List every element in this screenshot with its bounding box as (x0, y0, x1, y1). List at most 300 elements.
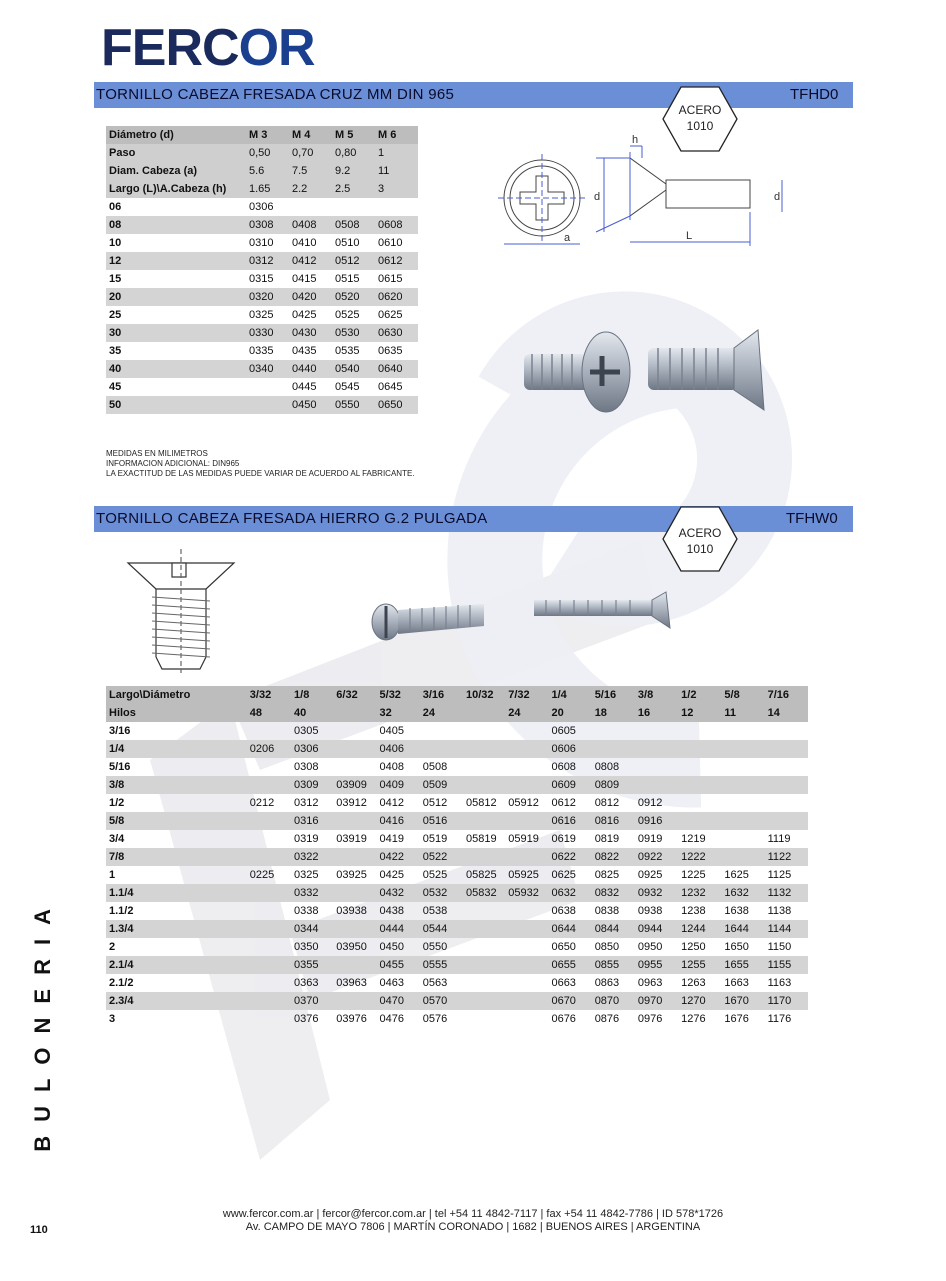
table-cell: 0310 (249, 237, 274, 249)
table-cell: 0838 (594, 905, 620, 917)
table-cell: 0650 (375, 396, 418, 414)
row-label: 06 (109, 201, 122, 213)
logo-text-part2: OR (238, 19, 315, 77)
table-cell: 0812 (594, 797, 620, 809)
table-cell: 1 (375, 144, 418, 162)
table-cell: 0519 (422, 833, 448, 845)
section1-title: TORNILLO CABEZA FRESADA CRUZ MM DIN 965 (96, 86, 455, 103)
table-cell: 0616 (548, 812, 591, 830)
table-cell: 0325 (249, 309, 274, 321)
table-cell: 03919 (336, 833, 367, 845)
table-cell: 0676 (551, 1013, 576, 1025)
table-cell: 0309 (291, 776, 333, 794)
table-cell: 0563 (422, 977, 448, 989)
table-cell: 05912 (508, 797, 539, 809)
row-label: 2 (109, 941, 116, 953)
table-cell: 0550 (422, 941, 448, 953)
phillips-screw-photo (518, 326, 768, 416)
row-label: 35 (109, 345, 122, 357)
diagram-label-d: d (774, 191, 781, 203)
table-row (106, 306, 418, 324)
table-cell: 1155 (765, 956, 808, 974)
table-cell: 0409 (377, 776, 420, 794)
table-cell: 0,80 (332, 144, 375, 162)
table-cell: 14 (765, 704, 808, 722)
table-cell: 48 (247, 704, 291, 722)
row-label: 50 (106, 396, 246, 414)
row-label: 10 (109, 237, 122, 249)
row-label: 2.3/4 (106, 992, 247, 1010)
row-label: 5/8 (106, 812, 247, 830)
table-cell (463, 704, 505, 722)
table-cell: 0622 (548, 848, 591, 866)
table-cell: M 4 (289, 126, 332, 144)
table-cell: 0538 (422, 905, 448, 917)
table-cell (721, 758, 764, 776)
table-cell (505, 776, 548, 794)
table-cell: 0645 (378, 381, 403, 393)
table-row (106, 884, 808, 902)
table-cell (678, 794, 721, 812)
table-cell (333, 722, 376, 740)
row-label: 2.1/2 (109, 977, 134, 989)
row-label: Largo (L)\A.Cabeza (h) (106, 180, 246, 198)
spec-row (106, 180, 418, 198)
table-cell: 0306 (291, 740, 333, 758)
table-cell: 11 (375, 162, 418, 180)
table-cell: 0412 (379, 797, 404, 809)
table-cell: 1225 (681, 869, 706, 881)
table-cell: 0344 (291, 920, 333, 938)
table-cell: 1125 (767, 869, 792, 881)
table-cell (463, 902, 505, 920)
table-cell (505, 902, 548, 920)
table-cell (247, 884, 291, 902)
table-cell: 0540 (332, 360, 375, 378)
table-cell: 0525 (422, 869, 448, 881)
table-cell: 5/16 (592, 686, 635, 704)
table-cell (678, 776, 721, 794)
table-cell: 0412 (289, 252, 332, 270)
table-cell: M 3 (246, 126, 289, 144)
spec-row (106, 144, 418, 162)
table-cell: 1670 (721, 992, 764, 1010)
material-name-1: ACERO (678, 103, 722, 117)
table-cell: 12 (678, 704, 721, 722)
table-cell: 3 (375, 180, 418, 198)
table-cell: 0330 (246, 324, 289, 342)
table-cell: 1/4 (548, 686, 591, 704)
table-cell: 1650 (724, 941, 749, 953)
table-header-row (106, 686, 808, 704)
table-cell (333, 758, 376, 776)
table-row (106, 812, 808, 830)
table-cell: 0612 (375, 252, 418, 270)
table-row (106, 794, 808, 812)
table-cell: 0544 (420, 920, 463, 938)
table-cell (505, 740, 548, 758)
table-cell (635, 776, 678, 794)
row-label: 12 (106, 252, 246, 270)
table-cell (333, 740, 376, 758)
table-cell: 1644 (721, 920, 764, 938)
table-cell: 0425 (292, 309, 317, 321)
table-cell: 0632 (548, 884, 591, 902)
row-label: 3 (109, 1013, 116, 1025)
row-label: Diam. Cabeza (a) (106, 162, 246, 180)
table-cell: 1/8 (291, 686, 333, 704)
table-cell: 0608 (375, 216, 418, 234)
table-cell: 0625 (378, 309, 403, 321)
table-cell: 0,70 (289, 144, 332, 162)
table-cell: 1144 (765, 920, 808, 938)
table-row (106, 324, 418, 342)
table-cell: 0306 (249, 201, 274, 213)
table-cell: 0635 (378, 345, 403, 357)
table-cell: 0808 (594, 761, 620, 773)
table-cell: 0315 (249, 273, 274, 285)
row-label: 45 (109, 381, 122, 393)
table-cell: 0512 (422, 797, 448, 809)
table-cell: 0938 (637, 905, 663, 917)
table-cell: 0550 (332, 396, 375, 414)
table-cell: 0225 (249, 869, 275, 881)
table-cell: 0832 (592, 884, 635, 902)
table-row (106, 920, 808, 938)
table-cell: 0963 (637, 977, 663, 989)
table-cell (247, 974, 291, 992)
table-cell (635, 758, 678, 776)
table-cell: 1632 (721, 884, 764, 902)
table-cell: M 5 (332, 126, 375, 144)
table-cell: 0825 (594, 869, 620, 881)
table-cell: 1638 (724, 905, 749, 917)
table-cell: 03963 (336, 977, 367, 989)
row-label: Hilos (106, 704, 247, 722)
table-cell: 5/32 (377, 686, 420, 704)
table-cell: 0570 (420, 992, 463, 1010)
table-row (106, 234, 418, 252)
table-cell (505, 1010, 548, 1028)
table-cell: 0644 (548, 920, 591, 938)
table-cell: 20 (548, 704, 591, 722)
table-row (106, 722, 808, 740)
table-cell: 0615 (378, 273, 403, 285)
table-cell: 24 (420, 704, 463, 722)
row-label: 7/8 (106, 848, 247, 866)
table-cell: 0308 (294, 761, 319, 773)
table-cell (463, 848, 505, 866)
row-label: 3/8 (106, 776, 247, 794)
table-cell: 1276 (681, 1013, 706, 1025)
material-label-2 (662, 525, 738, 557)
table-cell (592, 722, 635, 740)
row-label: 25 (109, 309, 122, 321)
table-cell: 0912 (637, 797, 663, 809)
table-cell: 0932 (635, 884, 678, 902)
table-cell (333, 992, 376, 1010)
table-cell: 0425 (379, 869, 404, 881)
table-cell: 0338 (294, 905, 319, 917)
table-cell (678, 722, 721, 740)
table-row (106, 1010, 808, 1028)
table-cell: 0944 (635, 920, 678, 938)
table-cell: 16 (635, 704, 678, 722)
row-label: 1 (109, 869, 116, 881)
table-cell (420, 722, 463, 740)
table-cell (721, 722, 764, 740)
table-cell: 0855 (592, 956, 635, 974)
table-cell: 0508 (422, 761, 448, 773)
table-cell: 1270 (678, 992, 721, 1010)
row-label: Largo\Diámetro (106, 686, 247, 704)
table-row (106, 360, 418, 378)
table-cell: 0610 (378, 237, 403, 249)
table-cell (247, 758, 291, 776)
table-cell: 1255 (678, 956, 721, 974)
table-cell: 0335 (249, 345, 274, 357)
table-cell: 0363 (294, 977, 319, 989)
table-cell: 0535 (335, 345, 360, 357)
table-cell (247, 722, 291, 740)
section2-title: TORNILLO CABEZA FRESADA HIERRO G.2 PULGADA (96, 510, 488, 527)
table-cell (505, 722, 548, 740)
table-cell (505, 920, 548, 938)
row-label: 20 (106, 288, 246, 306)
note-info: INFORMACION ADICIONAL: DIN965 (106, 459, 240, 468)
table-cell: 0510 (335, 237, 360, 249)
row-label: 5/16 (109, 761, 131, 773)
table-cell: 0630 (375, 324, 418, 342)
table-cell: 0520 (332, 288, 375, 306)
table-cell: 1663 (724, 977, 749, 989)
diagram-label-h: h (632, 134, 639, 146)
section1-code: TFHD0 (790, 86, 839, 103)
table-cell: 2.5 (332, 180, 375, 198)
table-cell: 0455 (377, 956, 420, 974)
table-cell (463, 776, 505, 794)
table-cell: 5.6 (246, 162, 289, 180)
table-row (106, 396, 418, 414)
table-cell: 0609 (548, 776, 591, 794)
table-cell: 6/32 (333, 686, 376, 704)
row-label: 1.1/4 (106, 884, 247, 902)
table-cell: 05812 (465, 797, 497, 809)
diagram-label-d-head: d (594, 191, 601, 203)
table-row (106, 992, 808, 1010)
table-cell: 03912 (336, 797, 367, 809)
table-cell: 0620 (375, 288, 418, 306)
table-cell: 1263 (681, 977, 706, 989)
table-cell: 11 (721, 704, 764, 722)
table-cell: 0440 (289, 360, 332, 378)
slotted-screw-photo (366, 588, 686, 648)
table-cell: 1170 (765, 992, 808, 1010)
row-label: 1/2 (109, 797, 125, 809)
table-row (106, 216, 418, 234)
table-cell (333, 956, 376, 974)
table-cell: 0420 (289, 288, 332, 306)
table-cell: 0415 (292, 273, 317, 285)
table-cell: 1150 (767, 941, 792, 953)
table-row (106, 830, 808, 848)
table-cell: 0408 (289, 216, 332, 234)
table-cell: 18 (592, 704, 635, 722)
table-cell (721, 776, 764, 794)
table-cell: 0670 (548, 992, 591, 1010)
table-cell: 0950 (637, 941, 663, 953)
table-row (106, 902, 808, 920)
row-label: 08 (106, 216, 246, 234)
table-row (106, 270, 418, 288)
table-cell: 0355 (291, 956, 333, 974)
material-grade-2: 1010 (686, 542, 714, 556)
table-cell: 0450 (379, 941, 404, 953)
table-cell (721, 794, 764, 812)
table-cell: 0545 (335, 381, 360, 393)
table-cell: 1222 (678, 848, 721, 866)
table-cell: 0350 (294, 941, 319, 953)
table-cell: 0876 (594, 1013, 620, 1025)
table-cell: 0916 (635, 812, 678, 830)
page-number: 110 (30, 1224, 48, 1236)
table-cell: 3/32 (247, 686, 291, 704)
table-cell (505, 974, 548, 992)
table-cell: 10/32 (463, 686, 505, 704)
row-label: Paso (106, 144, 246, 162)
table-cell (247, 956, 291, 974)
table-cell: 0922 (635, 848, 678, 866)
table-cell: 0608 (551, 761, 576, 773)
table-cell: 0316 (291, 812, 333, 830)
table-cell (592, 740, 635, 758)
footer-address-line: Av. CAMPO DE MAYO 7806 | MARTÍN CORONADO | 1682 | BUENOS AIRES | ARGENTINA (245, 1221, 701, 1233)
footer-contact-line: www.fercor.com.ar | fercor@fercor.com.ar | tel +54 11 4842-7117 | fax +54 11 4842-7786 | ID 578*1726 (222, 1208, 724, 1220)
table-cell: 05819 (465, 833, 497, 845)
table-cell: 0625 (551, 869, 576, 881)
metric-screw-table (106, 126, 418, 414)
table-cell (463, 938, 505, 956)
note-units: MEDIDAS EN MILIMETROS (106, 449, 208, 458)
table-cell: 0605 (551, 725, 576, 737)
table-row (106, 252, 418, 270)
diagram-label-L: L (686, 230, 693, 242)
table-cell: 0844 (592, 920, 635, 938)
table-row (106, 848, 808, 866)
table-row (106, 288, 418, 306)
table-cell (463, 740, 505, 758)
table-cell: 0612 (551, 797, 576, 809)
table-cell: M 6 (375, 126, 418, 144)
table-cell: 1244 (678, 920, 721, 938)
table-cell (505, 812, 548, 830)
table-row (106, 378, 418, 396)
table-cell: 0819 (594, 833, 620, 845)
table-cell: 1250 (681, 941, 706, 953)
table-cell: 0416 (377, 812, 420, 830)
table-header-row (106, 126, 418, 144)
table-row (106, 776, 808, 794)
table-cell: 7/16 (765, 686, 808, 704)
section1-notes (106, 449, 415, 479)
table-cell: 0312 (294, 797, 319, 809)
table-row (106, 974, 808, 992)
screw-dimension-diagram (496, 128, 816, 258)
table-cell (247, 830, 291, 848)
table-cell (247, 902, 291, 920)
table-cell (678, 758, 721, 776)
table-cell (505, 956, 548, 974)
table-cell: 0576 (422, 1013, 448, 1025)
table-cell (333, 848, 376, 866)
table-row (106, 866, 808, 884)
footer-contact (0, 1208, 946, 1234)
table-cell: 0638 (551, 905, 576, 917)
material-name-2: ACERO (678, 526, 722, 540)
table-cell (333, 812, 376, 830)
table-cell: 0408 (379, 761, 404, 773)
table-cell: 0816 (592, 812, 635, 830)
table-cell: 1163 (767, 977, 792, 989)
spec-row (106, 162, 418, 180)
table-cell (635, 740, 678, 758)
table-cell: 0925 (637, 869, 663, 881)
fercor-logo (101, 20, 315, 76)
table-cell: 9.2 (332, 162, 375, 180)
table-cell: 0430 (289, 324, 332, 342)
table-cell: 0212 (249, 797, 275, 809)
table-cell: 03925 (336, 869, 367, 881)
table-cell: 0512 (332, 252, 375, 270)
table-cell: 1119 (767, 833, 791, 845)
table-cell: 0422 (377, 848, 420, 866)
table-cell (765, 794, 808, 812)
table-row (106, 938, 808, 956)
table-cell: 1238 (681, 905, 706, 917)
table-cell: 0619 (551, 833, 576, 845)
table-cell: 1219 (681, 833, 706, 845)
logo-text-part1: FERC (101, 19, 239, 77)
table-row (106, 758, 808, 776)
table-cell (463, 920, 505, 938)
table-cell: 1.65 (246, 180, 289, 198)
table-cell: 0405 (379, 725, 404, 737)
table-cell (375, 198, 418, 216)
table-cell (505, 758, 548, 776)
row-label: 2.1/4 (106, 956, 247, 974)
table-cell: 0444 (377, 920, 420, 938)
table-cell (333, 704, 376, 722)
table-cell: 0320 (246, 288, 289, 306)
table-cell: 1625 (724, 869, 749, 881)
section2-code: TFHW0 (786, 510, 838, 527)
table-cell: 0850 (594, 941, 620, 953)
table-cell: 7/32 (505, 686, 548, 704)
table-cell: 0476 (379, 1013, 404, 1025)
table-cell: 05919 (508, 833, 539, 845)
table-cell (505, 938, 548, 956)
material-grade-1: 1010 (686, 119, 714, 133)
table-cell: 0515 (335, 273, 360, 285)
table-cell: 0532 (420, 884, 463, 902)
inch-screw-table (106, 686, 808, 1028)
table-cell: 05925 (508, 869, 539, 881)
table-cell (247, 776, 291, 794)
table-cell: 03909 (333, 776, 376, 794)
table-cell: 0970 (635, 992, 678, 1010)
category-side-label: BULONERIA (30, 895, 55, 1152)
table-cell: 0312 (246, 252, 289, 270)
